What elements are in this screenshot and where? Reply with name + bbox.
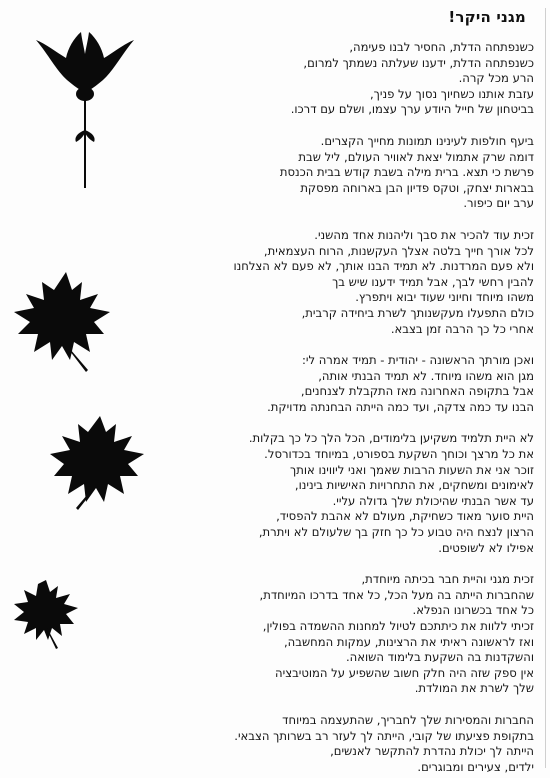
text-line: הרצון לנצח היה טבוע כל כך חזק בך שלעולם לא ויתרת, [258, 525, 534, 540]
text-line: ואכן מורתך הראשונה - יהודית - תמיד אמרה לי: [301, 353, 534, 368]
text-line: ביעף חולפות לעינינו תמונות מחייך הקצרים. [320, 133, 534, 148]
text-line: זכיתי ללוות את כיתתכם לטיול למחנות ההשמדה בפולין, [262, 619, 534, 633]
text-line: כל אחד בכשרונו הנפלא. [412, 603, 534, 618]
text-line: פרשת כי תצא. ברית מילה בשבת קודש בבית הכנסת [279, 165, 534, 180]
text-line: עזבת אותנו כשחיוך נסוך על פניך, [369, 86, 534, 101]
text-line: משהו מיוחד וחיוני שעוד יבוא ויתפרץ. [355, 290, 534, 305]
text-line: ולא פעם המרדנות. לא תמיד הבנו אותך, לא פעם לא הצלחנו [233, 259, 534, 274]
page-title: מגני היקר! [448, 8, 526, 26]
paragraph-2 [189, 134, 534, 212]
text-line: דומה שרק אתמול יצאת לאוויר העולם, ליל שבת [298, 149, 534, 164]
text-line: שלך לשרת את המולדת. [414, 681, 534, 696]
text-line: שהחברות הייתה בה מעל הכל, כל אחד בדרכו המיוחדת, [259, 587, 534, 602]
poppy-flower-icon [34, 30, 136, 192]
text-line: והשקדנות בה השקעת בלימוד השואה. [345, 650, 534, 665]
text-line: לא היית תלמיד משקיען בלימודים, הכל הלך כל כך בקלות. [248, 431, 534, 446]
text-line: הייתה לך יכולת נהדרת להתקשר לאנשים, [330, 744, 534, 759]
text-line: את כל מרצך וכוחך השקעת בספורט, במיוחד בכדורסל. [264, 447, 534, 462]
text-line: מגן הוא משהו מיוחד. לא תמיד הבנתי אותה, [318, 368, 534, 383]
paragraph-1 [189, 40, 534, 118]
text-line: הבנו עד כמה צדקה, ועד כמה הייתה הבחנתה מדויקת. [267, 399, 534, 414]
paragraph-4 [189, 353, 534, 415]
maple-leaf-icon [10, 578, 82, 650]
text-line: בביטחון של חייל היודע ערך עצמו, ושלם עם דרכו. [290, 102, 534, 117]
text-line: אחרי כל כך הרבה זמן בצבא. [390, 321, 534, 336]
text-line: זכית עוד להכיר את סבך וליהנות אחד מהשני. [314, 227, 534, 242]
maple-leaf-icon [10, 268, 120, 378]
paragraph-3 [189, 228, 534, 337]
text-line: אבל בתקופה האחרונה מאז התקבלת לצנחנים, [300, 384, 534, 399]
page-edge-divider [545, 8, 546, 768]
paragraph-6 [189, 572, 534, 697]
text-line: כשנפתחה הדלת, ידענו שעלתה נשמתך למרום, [303, 55, 534, 70]
text-line: לכל אורך חייך בלטה אצלך העקשנות, הרוח העצמאית, [263, 243, 534, 258]
text-line: כשנפתחה הדלת, החסיר לבנו פעימה, [349, 40, 534, 54]
text-line: בתקופת פציעתו של קובי, הייתה לך לעזר רב בשרותך הצבאי. [234, 728, 534, 743]
text-line: ערב יום כיפור. [463, 196, 534, 211]
text-line: עד אשר הבנתי שהיכולת שלך גדולה עליי. [332, 493, 534, 508]
text-line: היית סוער מאוד כשחיקת, מעולם לא אהבת להפסיד, [276, 509, 534, 524]
text-line: זוכר אני את השעות הרבות שאמך ואני ליווינו אותך [290, 462, 534, 477]
text-line: החברות והמסירות שלך לחבריך, שהתעצמה במיוחד [282, 712, 534, 727]
text-line: לאימונים ומשחקים, את התחרויות האישיות בינינו, [294, 478, 534, 493]
text-line: ילדים, צעירים ומבוגרים. [417, 759, 534, 774]
text-line: ואז לראשונה ראיתי את הרצינות, עמקות המחשבה, [283, 634, 534, 649]
text-line: זכית מגני והיית חבר בכיתה מיוחדת, [361, 572, 534, 587]
maple-leaf-icon [48, 412, 152, 516]
text-line: אין ספק שזה היה חלק חשוב שהשפיע על המוטיבציה [275, 665, 534, 680]
paragraph-7 [189, 713, 534, 775]
poem-text [189, 40, 534, 783]
text-line: בבארות יצחק, וטקס פדיון הבן בארוחה מפסקת [300, 180, 534, 195]
paragraph-5 [189, 431, 534, 556]
text-line: הרע מכל קרה. [458, 71, 534, 86]
text-line: כולם התפעלו מעקשנותך לשרת ביחידה קרבית, [301, 305, 534, 320]
text-line: אפילו לא לשופטים. [438, 540, 534, 555]
text-line: להבין רחשי לבך, אבל תמיד ידענו שיש בך [332, 274, 534, 289]
